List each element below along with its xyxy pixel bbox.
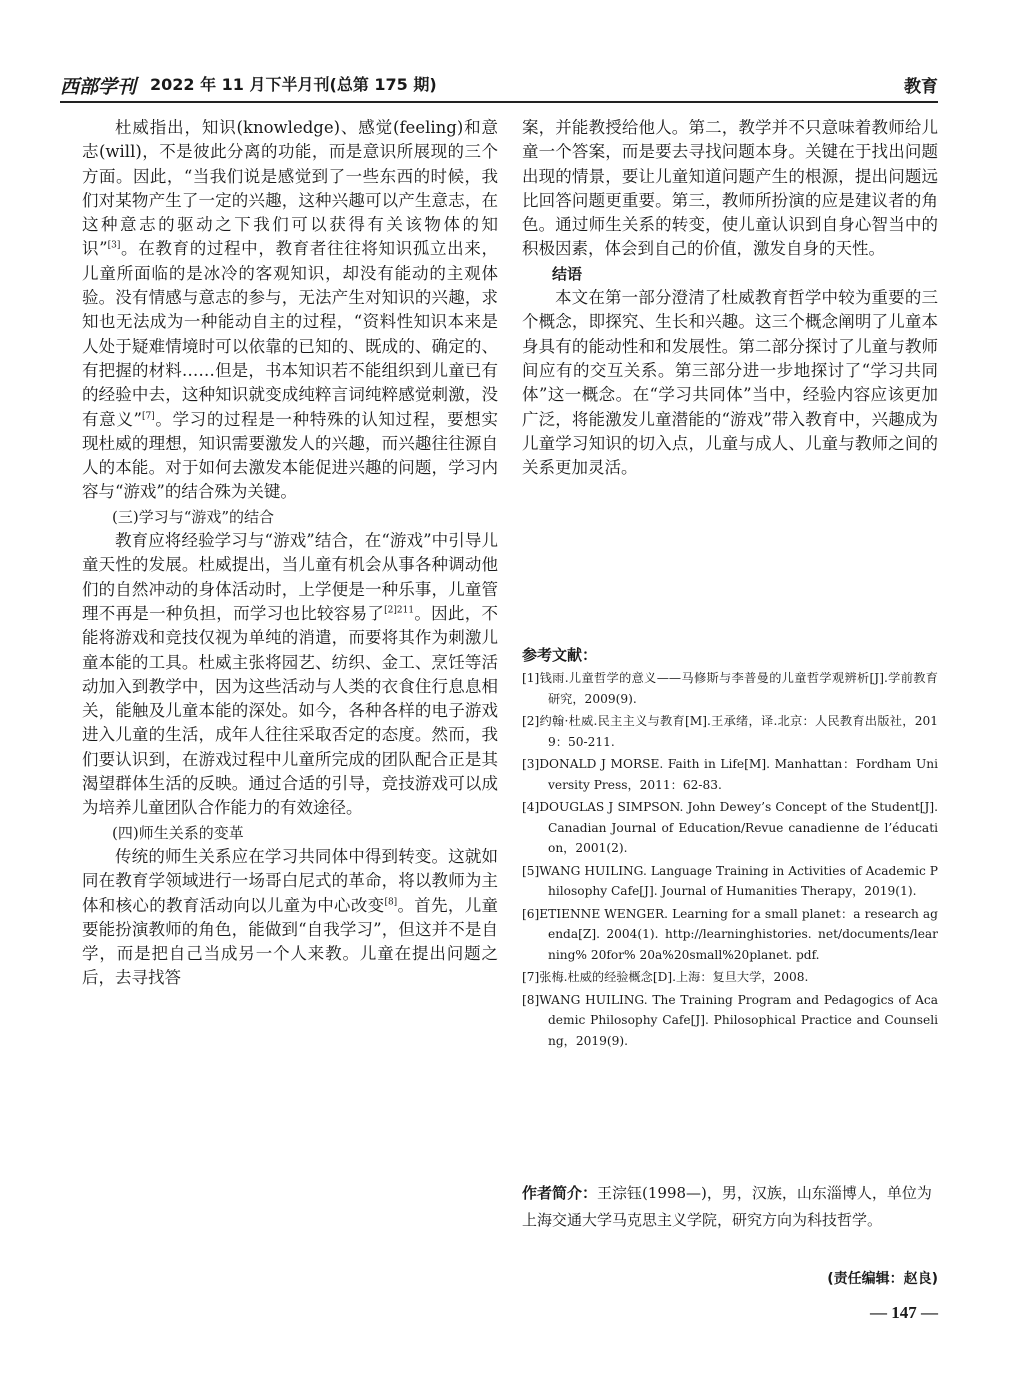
references-title: 参考文献： — [522, 646, 598, 664]
reference-item: [1]钱雨.儿童哲学的意义——马修斯与李普曼的儿童哲学观辨析[J].学前教育研究，2009(9). — [522, 671, 938, 706]
citation: [7] — [141, 411, 155, 422]
conclusion-heading: 结语 — [552, 264, 583, 283]
reference-item: [7]张梅.杜威的经验概念[D].上海：复旦大学，2008. — [522, 970, 809, 984]
reference-item: [4]DOUGLAS J SIMPSON. John Dewey’s Concept of the Student[J]. Canadian Journal of Education/Revue canadienne de l’éducation，2001(2). — [522, 800, 938, 855]
paragraph-continued: 案，并能教授给他人。第二，教学并不只意味着教师给儿童一个答案，而是要去寻找问题本身。关键在于找出问题出现的情景，要让儿童知道问题产生的根源，提出问题远比回答问题更重要。第三，教师所扮演的应是建议者的角色。通过师生关系的转变，使儿童认识到自身心智当中的积极因素，体会到自己的价值，激发自身的天性。 — [522, 118, 938, 259]
responsible-editor: (责任编辑：赵良) — [827, 1271, 938, 1287]
reference-item: [3]DONALD J MORSE. Faith in Life[M]. Manhattan：Fordham University Press，2011：62-83. — [522, 757, 938, 792]
citation: [2]211 — [384, 605, 415, 616]
section-name: 教育 — [904, 77, 938, 97]
reference-item: [5]WANG HUILING. Language Training in Activities of Academic Philosophy Cafe[J]. Journal of Humanities Therapy，2019(1). — [522, 863, 938, 898]
reference-item: [6]ETIENNE WENGER. Learning for a small planet：a research agenda[Z]. 2004(1). http://learninghistories. net/documents/learning% 20for% 20a%20small%20planet. pdf. — [522, 906, 938, 962]
subheading-teacher-student: (四)师生关系的变革 — [112, 823, 244, 842]
subheading-game: (三)学习与“游戏”的结合 — [112, 507, 275, 526]
paragraph-game: 教育应将经验学习与“游戏”结合，在“游戏”中引导儿童天性的发展。杜威提出，当儿童有机会从事各种调动他们的自然冲动的身体活动时，上学便是一种乐事，儿童管理不再是一种负担，而学习也比较容易了$^{[2]211}$。因此，不能将游戏和竞技仅视为单纯的消遣，而要将其作为刺激儿童本能的工具。杜威主张将园艺、纺织、金工、烹饪等活动加入到教学中，因为这些活动与人类的衣食住行息息相关，能触及儿童本能的深处。如今，各种各样的电子游戏进入儿童的生活，成年人往往采取否定的态度。然而，我们要认识到，在游戏过程中儿童所完成的团队配合正是其渴望群体生活的反映。通过合适的引导，竞技游戏可以成为培养儿童团队合作能力的有效途径。 — [82, 531, 499, 818]
page-header — [60, 70, 938, 98]
reference-item: [8]WANG HUILING. The Training Program and Pedagogics of Academic Philosophy Cafe[J]. Philosophical Practice and Counseling，2019(9). — [522, 992, 938, 1048]
reference-item: [2]约翰·杜威.民主主义与教育[M].王承绪，译.北京：人民教育出版社，2019：50-211. — [522, 714, 938, 749]
citation: [8] — [384, 897, 398, 907]
left-column — [82, 116, 498, 991]
journal-logo: 西部学刊 — [60, 76, 137, 98]
paragraph-knowledge: 杜威指出，知识(knowledge)、感觉(feeling)和意志(will)，不是彼此分离的功能，而是意识所展现的三个方面。因此，“当我们说是感觉到了一些东西的时候，我们对某物产生了一定的兴趣，这种兴趣可以产生意志，在这种意志的驱动之下我们可以获得有关该物体的知识”[3]。在教育的过程中，教育者往往将知识孤立出来，儿童所面临的是冰冷的客观知识，却没有能动的主观体验。没有情感与意志的参与，无法产生对知识的兴趣，求知也无法成为一种能动自主的过程，“资料性知识本来是人处于疑难情境时可以依靠的已知的、既成的、确定的、有把握的材料……但是，书本知识若不能组织到儿童已有的经验中去，这种知识就变成纯粹言词纯粹感觉刺激，没有意义”[7]。学习的过程是一种特殊的认知过程，要想实现杜威的理想，知识需要激发人的兴趣，而兴趣往往源自人的本能。对于如何去激发本能促进兴趣的问题，学习内容与“游戏”的结合殊为关键。 — [82, 118, 499, 502]
author-bio — [522, 1180, 938, 1234]
issue-info: 2022 年 11 月下半月刊(总第 175 期) — [150, 75, 437, 94]
paragraph-teacher-student: 传统的师生关系应在学习共同体中得到转变。这就如同在教育学领域进行一场哥白尼式的革命，将以教师为主体和核心的教育活动向以儿童为中心改变[8]。首先，儿童要能扮演教师的角色，能做到“自我学习”，但这并不是自学，而是把自己当成另一个人来教。儿童在提出问题之后，去寻找答 — [82, 846, 499, 988]
header-rule — [60, 101, 938, 103]
page-number: — 147 — — [870, 1303, 938, 1322]
author-text: 王淙钰(1998—)，男，汉族，山东淄博人，单位为上海交通大学马克思主义学院，研究方向为科技哲学。 — [522, 1184, 932, 1229]
author-label: 作者简介： — [522, 1184, 598, 1202]
paragraph-conclusion: 本文在第一部分澄清了杜威教育哲学中较为重要的三个概念，即探究、生长和兴趣。这三个概念阐明了儿童本身具有的能动性和和发展性。第二部分探讨了儿童与教师间应有的交互关系。第三部分进一步地探讨了“学习共同体”这一概念。在“学习共同体”当中，经验内容应该更加广泛，将能激发儿童潜能的“游戏”带入教育中，兴趣成为儿童学习知识的切入点，儿童与成人、儿童与教师之间的关系更加灵活。 — [522, 288, 938, 478]
right-column — [522, 116, 938, 480]
citation: [3] — [107, 240, 121, 251]
reference-list — [522, 668, 938, 1053]
